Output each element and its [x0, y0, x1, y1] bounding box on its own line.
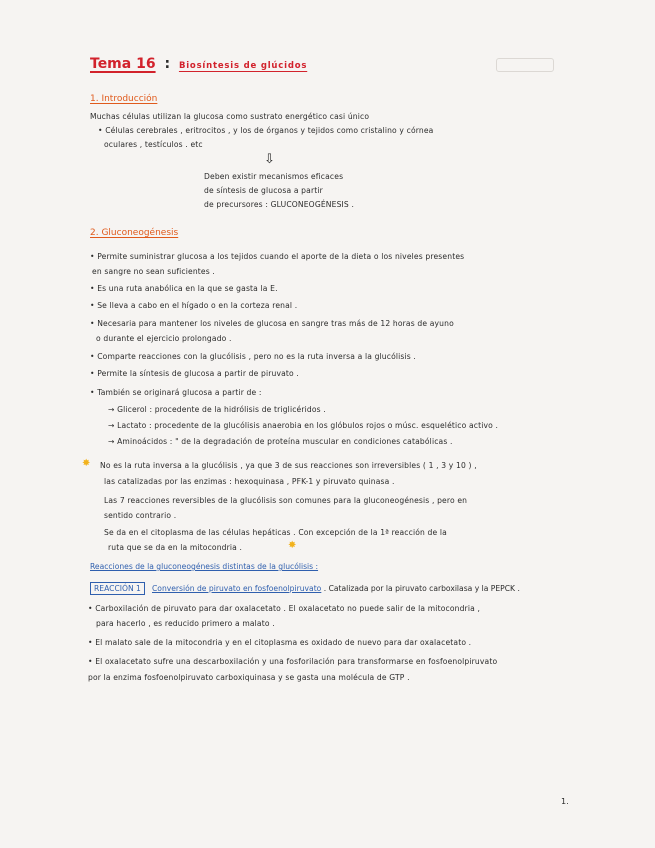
gluco-line-2: en sangre no sean suficientes . [92, 267, 215, 276]
gluco-line-14: las catalizadas por las enzimas : hexoquinasa , PFK-1 y piruvato quinasa . [104, 477, 395, 486]
gluco-line-7: • Comparte reacciones con la glucólisis , pero no es la ruta inversa a la glucólisis . [90, 352, 417, 361]
intro-line-4: Deben existir mecanismos eficaces [204, 172, 344, 181]
gluco-line-17: Se da en el citoplasma de las células hepáticas . Con excepción de la 1ª reacción de la [104, 528, 447, 537]
reaction-1-box: REACCIÓN 1 [90, 582, 145, 595]
gluco-line-18: ruta que se da en la mitocondria . [108, 543, 243, 552]
intro-line-5: de síntesis de glucosa a partir [204, 186, 323, 195]
reaction-1-line-5: por la enzima fosfoenolpiruvato carboxiquinasa y se gasta una molécula de GTP . [88, 673, 410, 682]
reaction-1-line-2: para hacerlo , es reducido primero a malato . [96, 619, 275, 628]
title-text: Biosíntesis de glúcidos [178, 61, 308, 71]
gluco-line-4: • Se lleva a cabo en el hígado o en la corteza renal . [90, 301, 298, 310]
gluco-line-3: • Es una ruta anabólica en la que se gasta la E. [90, 284, 278, 293]
gluco-line-8: • Permite la síntesis de glucosa a partir de piruvato . [90, 369, 299, 378]
intro-line-3: oculares , testículos . etc [104, 140, 203, 149]
star-icon: ✸ [288, 540, 297, 551]
intro-line-2: • Células cerebrales , eritrocitos , y los de órganos y tejidos como cristalino y córnea [98, 126, 434, 135]
reaction-1-line-3: • El malato sale de la mitocondria y en el citoplasma es oxidado de nuevo para dar oxalacetato . [88, 638, 472, 647]
page-number: 1. [561, 797, 569, 806]
gluco-line-1: • Permite suministrar glucosa a los tejidos cuando el aporte de la dieta o los niveles presentes [90, 252, 465, 261]
reaction-1-line-1: • Carboxilación de piruvato para dar oxalacetato . El oxalacetato no puede salir de la mitocondria , [88, 604, 481, 613]
reaction-1-title: Conversión de piruvato en fosfoenolpiruvato [152, 584, 322, 593]
reaction-1-catalysis: . Catalizada por la piruvato carboxilasa y la PEPCK . [323, 584, 520, 593]
intro-line-6: de precursores : GLUCONEOGÉNESIS . [204, 200, 355, 209]
section-intro-heading: 1. Introducción [90, 94, 158, 104]
section-gluco-heading: 2. Gluconeogénesis [90, 228, 179, 238]
gluco-line-5: • Necesaria para mantener los niveles de glucosa en sangre tras más de 12 horas de ayuno [90, 319, 454, 328]
gluco-line-13: No es la ruta inversa a la glucólisis , ya que 3 de sus reacciones son irreversibles ( 1 , 3 y 10 ) , [100, 461, 477, 470]
star-icon: ✸ [82, 458, 91, 469]
bleed-through-box [496, 58, 554, 72]
gluco-line-11: → Lactato : procedente de la glucólisis anaerobia en los glóbulos rojos o músc. esquelético activo . [108, 421, 499, 430]
reaction-1-title-line [152, 584, 520, 593]
gluco-line-12: → Aminoácidos : " de la degradación de proteína muscular en condiciones catabólicas . [108, 437, 453, 446]
page-title [90, 56, 307, 72]
reaction-1-line-4: • El oxalacetato sufre una descarboxilación y una fosforilación para transformarse en fosfoenolpiruvato [88, 657, 498, 666]
arrow-down-icon: ⇩ [264, 152, 275, 167]
gluco-line-9: • También se originará glucosa a partir de : [90, 388, 262, 397]
title-colon: : [164, 56, 171, 72]
gluco-line-16: sentido contrario . [104, 511, 177, 520]
title-number: Tema 16 [90, 56, 156, 72]
gluco-line-6: o durante el ejercicio prolongado . [96, 334, 232, 343]
gluco-line-10: → Glicerol : procedente de la hidrólisis de triglicéridos . [108, 405, 326, 414]
intro-line-1: Muchas células utilizan la glucosa como sustrato energético casi único [90, 112, 370, 121]
reactions-heading: Reacciones de la gluconeogénesis distintas de la glucólisis : [90, 562, 319, 571]
gluco-line-15: Las 7 reacciones reversibles de la glucólisis son comunes para la gluconeogénesis , pero en [104, 496, 468, 505]
